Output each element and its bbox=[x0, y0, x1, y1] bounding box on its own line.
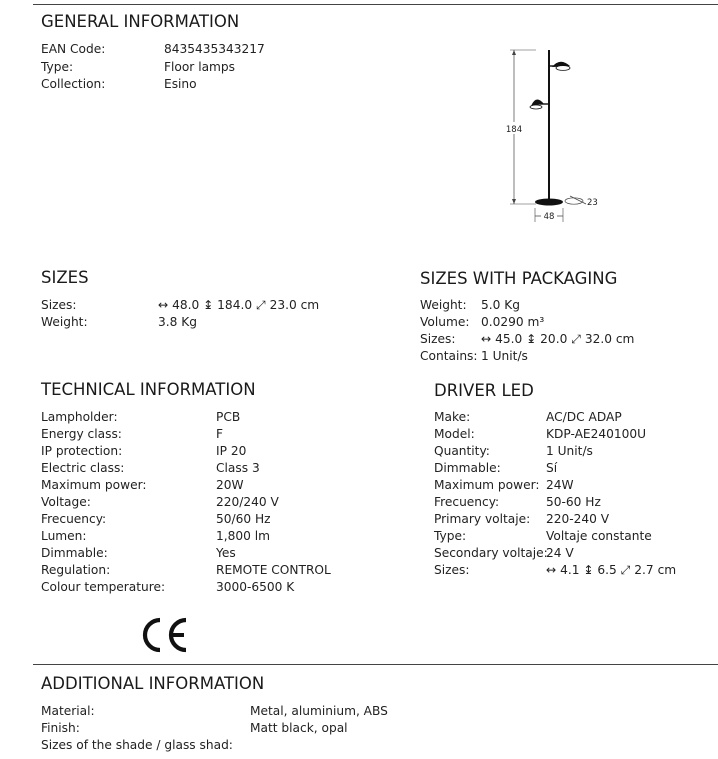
row-label: Frecuency: bbox=[41, 512, 107, 526]
row-value: 8435435343217 bbox=[164, 42, 265, 56]
row-label: Quantity: bbox=[434, 444, 490, 458]
row-label: Lampholder: bbox=[41, 410, 118, 424]
row-label: Collection: bbox=[41, 77, 106, 91]
row-value: Class 3 bbox=[216, 461, 260, 475]
row-value: 1 Unit/s bbox=[481, 349, 528, 363]
driver-heading: DRIVER LED bbox=[434, 381, 534, 400]
row-value: REMOTE CONTROL bbox=[216, 563, 331, 577]
row-label: Dimmable: bbox=[41, 546, 108, 560]
row-value: Sí bbox=[546, 461, 558, 475]
top-rule bbox=[33, 4, 718, 5]
row-value: Metal, aluminium, ABS bbox=[250, 704, 388, 718]
row-label: Secondary voltaje: bbox=[434, 546, 548, 560]
row-value: 220/240 V bbox=[216, 495, 279, 509]
row-value: PCB bbox=[216, 410, 241, 424]
sizes-heading: SIZES bbox=[41, 268, 89, 287]
row-value: Esino bbox=[164, 77, 197, 91]
row-label: Colour temperature: bbox=[41, 580, 166, 594]
row-value: 50-60 Hz bbox=[546, 495, 601, 509]
row-value: 24W bbox=[546, 478, 574, 492]
row-label: Primary voltaje: bbox=[434, 512, 531, 526]
row-value: 5.0 Kg bbox=[481, 298, 520, 312]
ce-mark-icon bbox=[138, 614, 190, 656]
row-value: ↔ 45.0 ↨ 20.0 ⤢ 32.0 cm bbox=[481, 332, 635, 346]
row-label: Lumen: bbox=[41, 529, 87, 543]
width-dim-label: 48 bbox=[543, 212, 555, 222]
row-value: Floor lamps bbox=[164, 60, 236, 74]
row-value: 24 V bbox=[546, 546, 574, 560]
general-heading: GENERAL INFORMATION bbox=[41, 12, 240, 31]
row-value: KDP-AE240100U bbox=[546, 427, 647, 441]
row-label: Energy class: bbox=[41, 427, 122, 441]
row-label: Maximum power: bbox=[41, 478, 147, 492]
row-label: Maximum power: bbox=[434, 478, 540, 492]
additional-heading: ADDITIONAL INFORMATION bbox=[41, 674, 265, 693]
row-label: EAN Code: bbox=[41, 42, 106, 56]
row-label: Frecuency: bbox=[434, 495, 500, 509]
row-label: Contains: bbox=[420, 349, 478, 363]
row-label: IP protection: bbox=[41, 444, 123, 458]
row-label: Weight: bbox=[420, 298, 467, 312]
row-label: Model: bbox=[434, 427, 475, 441]
row-label: Electric class: bbox=[41, 461, 125, 475]
packaging-heading: SIZES WITH PACKAGING bbox=[420, 269, 618, 288]
row-value: F bbox=[216, 427, 224, 441]
row-value: 3000-6500 K bbox=[216, 580, 295, 594]
row-value: Voltaje constante bbox=[546, 529, 652, 543]
row-label: Voltage: bbox=[41, 495, 91, 509]
row-value: 3.8 Kg bbox=[158, 315, 197, 329]
row-value: AC/DC ADAP bbox=[546, 410, 622, 424]
row-value: 1 Unit/s bbox=[546, 444, 593, 458]
row-value: 20W bbox=[216, 478, 244, 492]
row-label: Type: bbox=[41, 60, 74, 74]
row-label: Regulation: bbox=[41, 563, 111, 577]
row-label: Sizes of the shade / glass shad: bbox=[41, 738, 233, 752]
row-value: IP 20 bbox=[216, 444, 247, 458]
row-value: 1,800 lm bbox=[216, 529, 271, 543]
depth-dim-label: 23 bbox=[587, 198, 598, 208]
row-value: 50/60 Hz bbox=[216, 512, 271, 526]
row-value: Matt black, opal bbox=[250, 721, 348, 735]
lamp-dimension-drawing bbox=[496, 44, 606, 226]
row-value: ↔ 4.1 ↨ 6.5 ⤢ 2.7 cm bbox=[546, 563, 677, 577]
row-value: Yes bbox=[216, 546, 236, 560]
row-label: Sizes: bbox=[420, 332, 456, 346]
row-label: Volume: bbox=[420, 315, 470, 329]
row-value: ↔ 48.0 ↨ 184.0 ⤢ 23.0 cm bbox=[158, 298, 320, 312]
row-value: 0.0290 m³ bbox=[481, 315, 545, 329]
height-dim-label: 184 bbox=[505, 125, 523, 135]
row-label: Make: bbox=[434, 410, 471, 424]
row-label: Sizes: bbox=[434, 563, 470, 577]
row-label: Finish: bbox=[41, 721, 80, 735]
row-label: Dimmable: bbox=[434, 461, 501, 475]
technical-heading: TECHNICAL INFORMATION bbox=[41, 380, 256, 399]
row-label: Sizes: bbox=[41, 298, 77, 312]
bottom-rule bbox=[33, 664, 718, 665]
row-value: 220-240 V bbox=[546, 512, 610, 526]
row-label: Weight: bbox=[41, 315, 88, 329]
row-label: Type: bbox=[434, 529, 467, 543]
row-label: Material: bbox=[41, 704, 95, 718]
